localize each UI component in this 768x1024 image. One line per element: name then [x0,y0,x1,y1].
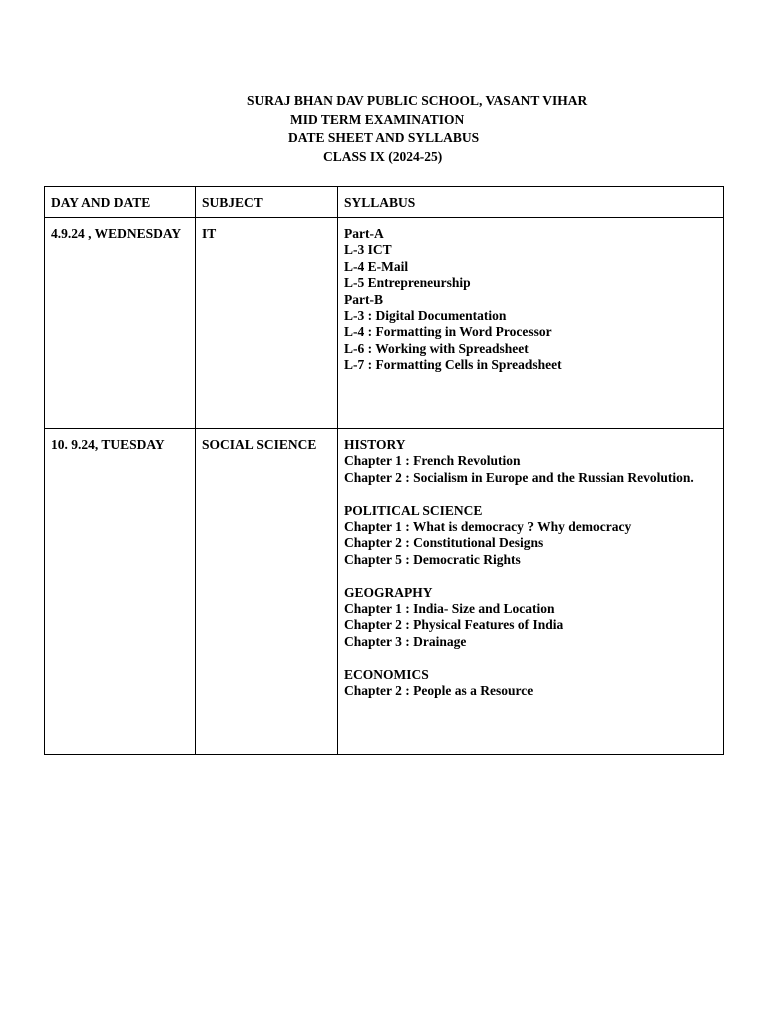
syllabus-line: Chapter 2 : Constitutional Designs [344,535,544,551]
section-heading-economics: ECONOMICS [344,666,429,682]
document-title: DATE SHEET AND SYLLABUS [288,130,480,145]
section-heading-political-science: POLITICAL SCIENCE [344,502,483,518]
school-name: SURAJ BHAN DAV PUBLIC SCHOOL, VASANT VIHAR [247,93,588,108]
spacer [344,568,717,584]
date-sheet-table [44,186,724,755]
syllabus-line: Part-A [344,226,384,241]
syllabus-line: Part-B [344,291,383,307]
syllabus-line: Chapter 3 : Drainage [344,633,467,649]
syllabus-line: Chapter 1 : What is democracy ? Why democracy [344,519,632,535]
syllabus-line: L-3 : Digital Documentation [344,308,507,324]
syllabus-line: Chapter 2 : Physical Features of India [344,617,564,633]
syllabus-line: L-4 E-Mail [344,258,409,274]
header-cell-subject: SUBJECT [196,187,338,218]
header-cell-syllabus: SYLLABUS [338,187,724,218]
syllabus-line: Chapter 5 : Democratic Rights [344,551,521,567]
subject-cell: SOCIAL SCIENCE [196,429,338,755]
date-cell: 4.9.24 , WEDNESDAY [45,218,196,429]
syllabus-line: L-5 Entrepreneurship [344,275,471,291]
subject-cell: IT [196,218,338,429]
syllabus-cell [338,429,724,755]
spacer [344,486,717,502]
header-cell-date: DAY AND DATE [45,187,196,218]
document-header [0,92,768,166]
syllabus-line: Chapter 1 : French Revolution [344,453,521,469]
syllabus-line: Chapter 1 : India- Size and Location [344,601,555,617]
syllabus-cell [338,218,724,429]
syllabus-line: Chapter 2 : People as a Resource [344,683,534,699]
spacer [344,650,717,666]
date-cell: 10. 9.24, TUESDAY [45,429,196,755]
syllabus-line: L-3 ICT [344,242,392,258]
exam-name: MID TERM EXAMINATION [290,111,465,127]
syllabus-line: Chapter 2 : Socialism in Europe and the Russian Revolution. [344,469,694,485]
section-heading-geography: GEOGRAPHY [344,584,433,600]
class-label: CLASS IX (2024-25) [323,148,443,164]
table-row [45,218,724,429]
section-heading-history: HISTORY [344,437,406,452]
syllabus-line: L-6 : Working with Spreadsheet [344,340,529,356]
table-row [45,429,724,755]
syllabus-line: L-7 : Formatting Cells in Spreadsheet [344,357,562,373]
table-header-row [45,187,724,218]
syllabus-line: L-4 : Formatting in Word Processor [344,324,552,340]
